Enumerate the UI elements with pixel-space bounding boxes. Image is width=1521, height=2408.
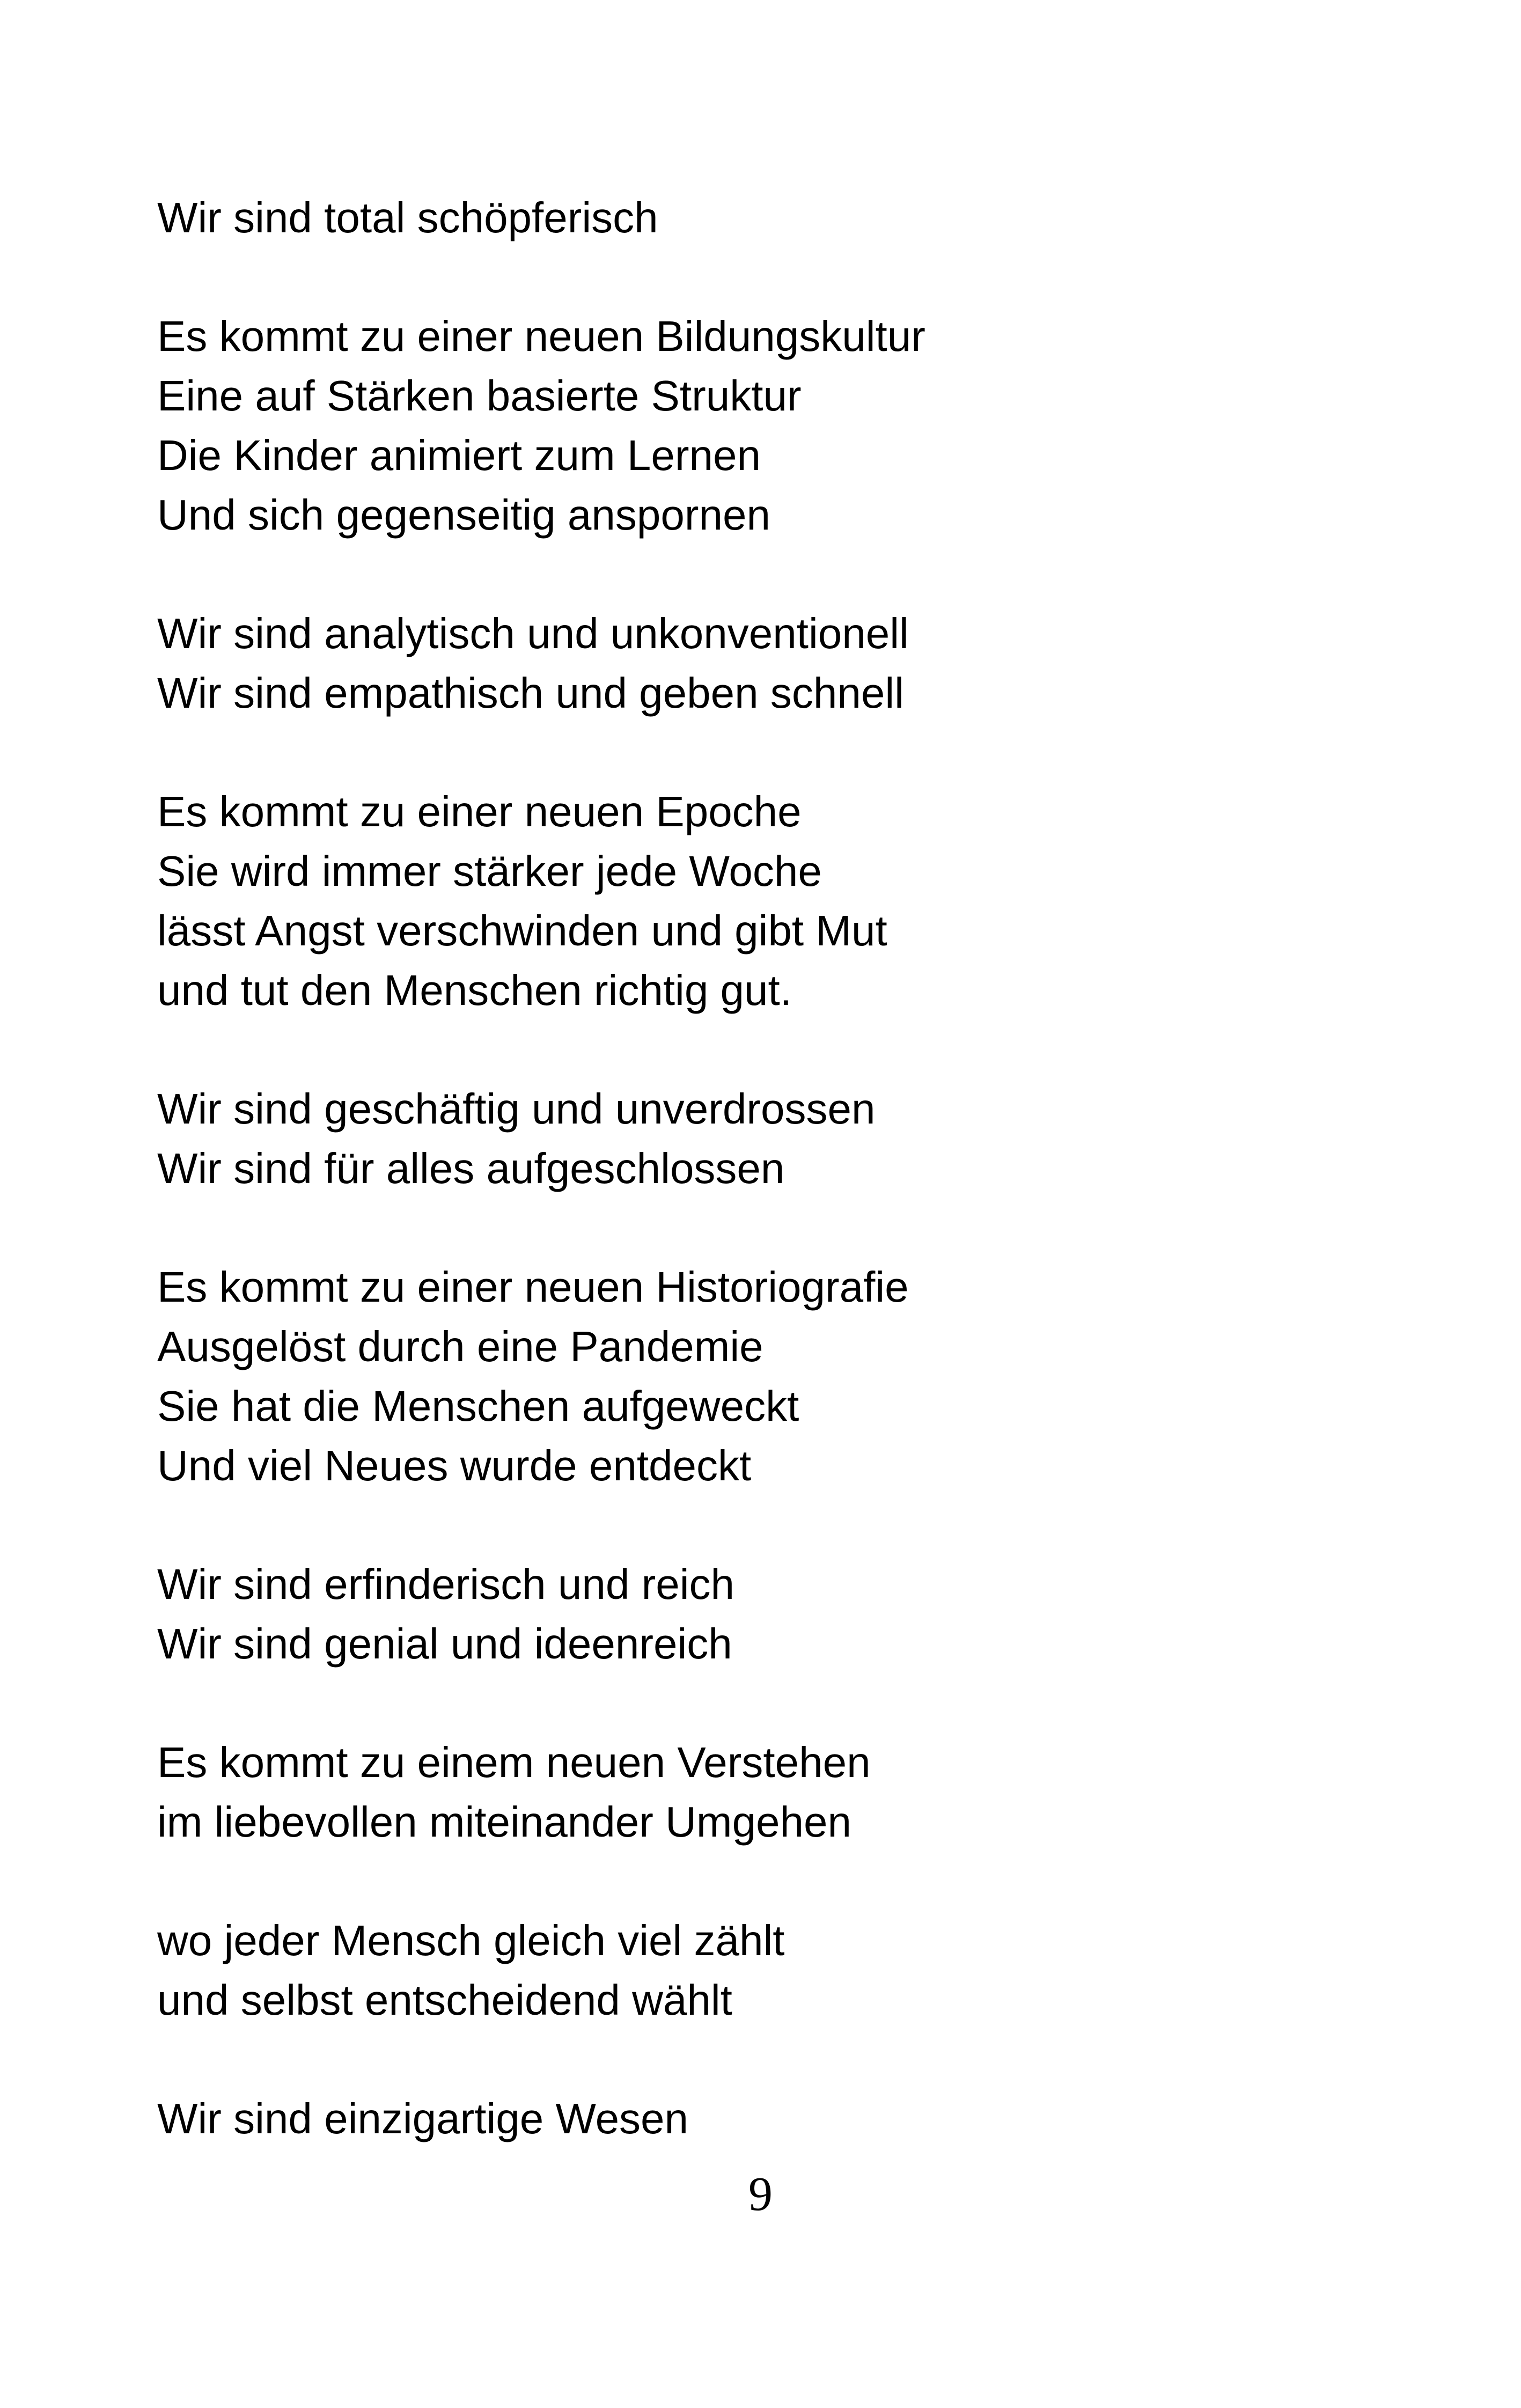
- poem-line: Wir sind genial und ideenreich: [157, 1620, 732, 1668]
- stanza-5: [157, 1079, 1391, 1198]
- stanza-10: [157, 2089, 1391, 2148]
- poem-line: Wir sind empathisch und geben schnell: [157, 669, 904, 717]
- poem-line: Wir sind erfinderisch und reich: [157, 1560, 734, 1608]
- stanza-1: [157, 188, 1391, 247]
- poem-line: Wir sind total schöpferisch: [157, 194, 658, 241]
- poem-line: und selbst entscheidend wählt: [157, 1976, 732, 2024]
- poem-line: Ausgelöst durch eine Pandemie: [157, 1323, 763, 1370]
- poem-line: Wir sind analytisch und unkonventionell: [157, 610, 909, 657]
- poem-line: Es kommt zu einer neuen Epoche: [157, 788, 802, 835]
- poem-line: Und viel Neues wurde entdeckt: [157, 1442, 752, 1489]
- poem-line: Sie hat die Menschen aufgeweckt: [157, 1382, 799, 1430]
- poem-line: lässt Angst verschwinden und gibt Mut: [157, 907, 887, 955]
- poem-line: im liebevollen miteinander Umgehen: [157, 1798, 852, 1846]
- stanza-6: [157, 1257, 1391, 1495]
- poem-line: wo jeder Mensch gleich viel zählt: [157, 1917, 785, 1964]
- poem-body: [157, 188, 1391, 2207]
- poem-line: Die Kinder animiert zum Lernen: [157, 431, 761, 479]
- stanza-7: [157, 1554, 1391, 1673]
- poem-line: Es kommt zu einer neuen Historiografie: [157, 1263, 909, 1311]
- poem-line: und tut den Menschen richtig gut.: [157, 966, 792, 1014]
- poem-line: Wir sind für alles aufgeschlossen: [157, 1144, 785, 1192]
- page-number: 9: [748, 2168, 773, 2221]
- stanza-9: [157, 1911, 1391, 2030]
- stanza-4: [157, 782, 1391, 1020]
- stanza-8: [157, 1732, 1391, 1852]
- poem-line: Eine auf Stärken basierte Struktur: [157, 372, 802, 420]
- stanza-2: [157, 306, 1391, 545]
- stanza-3: [157, 604, 1391, 723]
- poem-line: Und sich gegenseitig anspornen: [157, 491, 771, 539]
- poem-line: Es kommt zu einem neuen Verstehen: [157, 1738, 871, 1786]
- poem-line: Sie wird immer stärker jede Woche: [157, 847, 822, 895]
- poem-line: Wir sind einzigartige Wesen: [157, 2095, 689, 2142]
- poem-line: Wir sind geschäftig und unverdrossen: [157, 1085, 876, 1133]
- poem-line: Es kommt zu einer neuen Bildungskultur: [157, 312, 925, 360]
